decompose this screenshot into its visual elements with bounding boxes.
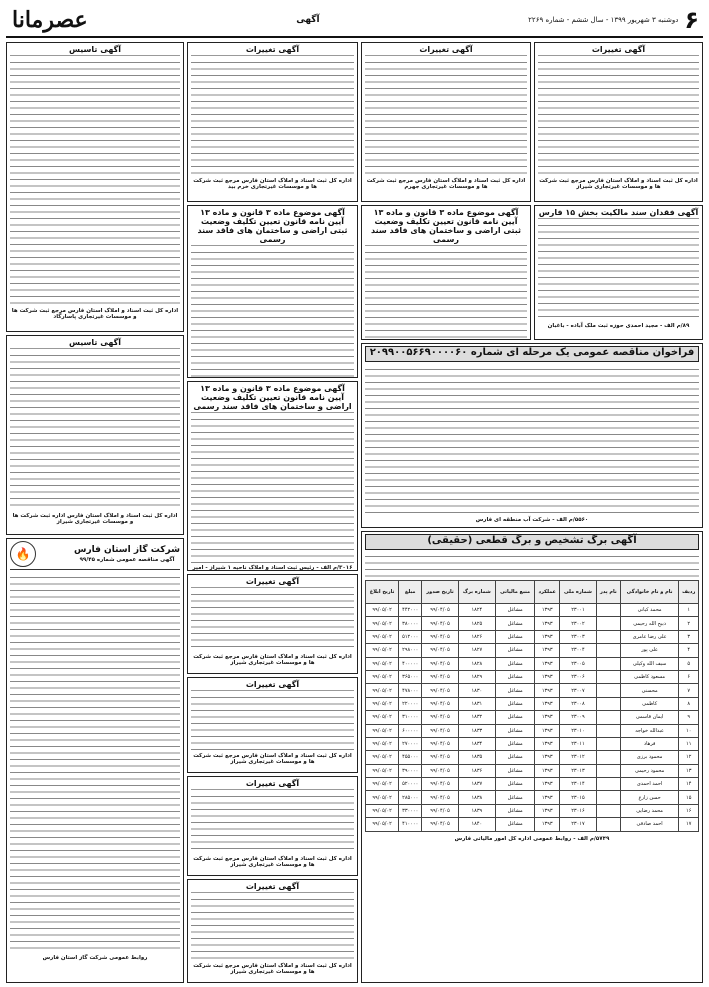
table-cell: محمد رضایی xyxy=(620,804,679,817)
ad-title: آگهی تغییرات xyxy=(191,882,354,893)
table-cell: ۱۱ xyxy=(679,737,699,750)
table-cell: مشاغل xyxy=(495,751,535,764)
table-row xyxy=(366,644,699,657)
table-cell: ۹۹/۰۵/۰۲ xyxy=(366,630,399,643)
newspaper-logo: عصرمانا xyxy=(12,7,88,33)
table-cell: ۹۹/۰۴/۰۵ xyxy=(422,617,459,630)
table-row xyxy=(366,791,699,804)
ad-title: آگهی تغییرات xyxy=(538,45,699,56)
table-cell: ۴۱۰۰۰۰ xyxy=(399,818,422,831)
table-cell xyxy=(597,697,621,710)
ad-body xyxy=(365,365,699,515)
table-cell: مشاغل xyxy=(495,657,535,670)
table-cell: ۱۳۹۳ xyxy=(535,670,559,683)
table-cell: ۵۲۰۰۰۰ xyxy=(399,778,422,791)
table-cell xyxy=(597,818,621,831)
ad-footer: اداره کل ثبت اسناد و املاک استان فارس مرجع ثبت شرکت ها و موسسات غیرتجاری شیراز xyxy=(193,753,352,765)
tax-banner xyxy=(365,534,699,550)
table-cell: ۱۸۳۰ xyxy=(458,684,495,697)
column-header: مبلغ xyxy=(399,581,422,604)
column-header: نام و نام خانوادگی xyxy=(620,581,679,604)
ad-footer: ۵۵۶۰/م الف - شرکت آب منطقه ای فارس xyxy=(475,517,589,523)
table-cell: ۲۹۸۰۰۰ xyxy=(399,644,422,657)
table-cell xyxy=(597,804,621,817)
ad-footer: ۸۹/م الف - مجید احمدی حوزه ثبت ملک آباده - باغبان xyxy=(547,323,690,329)
tax-table-header xyxy=(366,581,699,604)
column-header: عملکرد xyxy=(535,581,559,604)
ad-footer: اداره کل ثبت اسناد و املاک استان فارس اداره ثبت شرکت ها و موسسات غیرتجاری شیراز xyxy=(12,513,178,525)
table-row xyxy=(366,604,699,617)
table-cell: ۲۳۰۰۳ xyxy=(559,630,596,643)
ad-title: آگهی تغییرات xyxy=(191,45,354,56)
tender-banner xyxy=(365,346,699,362)
table-cell: ۹۹/۰۵/۰۲ xyxy=(366,604,399,617)
page-info xyxy=(528,6,703,34)
table-cell: ۱۳۹۳ xyxy=(535,804,559,817)
ad-body xyxy=(538,221,699,321)
table-cell: ۱۸۳۳ xyxy=(458,724,495,737)
table-cell: ۱۳۹۳ xyxy=(535,791,559,804)
ad-footer: ۵۷۴۹/م الف - روابط عمومی اداره کل امور مالیاتی فارس xyxy=(454,835,610,842)
table-cell: ۳۳۰۰۰۰ xyxy=(399,804,422,817)
table-cell: ۱۸۳۴ xyxy=(458,737,495,750)
table-cell: ۱۸۳۶ xyxy=(458,764,495,777)
newspaper-page xyxy=(6,4,703,983)
table-row xyxy=(366,804,699,817)
ad-footer: اداره کل ثبت اسناد و املاک استان فارس مرجع ثبت شرکت ها و موسسات غیرتجاری خرم بید xyxy=(193,178,352,190)
table-cell: احمد احمدی xyxy=(620,778,679,791)
table-cell: ۱۸۳۵ xyxy=(458,751,495,764)
table-cell: ۲۳۰۱۴ xyxy=(559,778,596,791)
table-cell: ۲۳۰۰۷ xyxy=(559,684,596,697)
table-cell: ۹۹/۰۵/۰۲ xyxy=(366,791,399,804)
ad-tax-assessment xyxy=(361,531,703,983)
table-cell: مشاغل xyxy=(495,764,535,777)
table-cell: ۲۳۰۰۹ xyxy=(559,711,596,724)
table-cell: مشاغل xyxy=(495,644,535,657)
ad-footer: اداره کل ثبت اسناد و املاک استان فارس مرجع ثبت شرکت ها و موسسات غیرتجاری شیراز xyxy=(193,654,352,666)
table-cell: ۱۳۹۳ xyxy=(535,644,559,657)
table-cell: ۲۳۰۱۳ xyxy=(559,764,596,777)
gas-tender-subtitle: آگهی مناقصه عمومی شماره ۹۹/۴۵ xyxy=(79,557,175,563)
ad-body xyxy=(538,58,699,176)
table-row xyxy=(366,778,699,791)
ad-body xyxy=(191,792,354,854)
table-cell: ۶ xyxy=(679,670,699,683)
ad-changes-2 xyxy=(361,42,531,202)
table-row xyxy=(366,751,699,764)
ad-footer: ۳۰۱۶/م الف - رئیس ثبت اسناد و املاک ناحیه ۱ شیراز - امیر xyxy=(192,565,353,571)
table-cell: ۱۳۹۳ xyxy=(535,604,559,617)
table-cell: محمد کیانی xyxy=(620,604,679,617)
table-cell: ۴۰۰۰۰۰ xyxy=(399,657,422,670)
table-cell: ۹۹/۰۴/۰۵ xyxy=(422,764,459,777)
ad-changes-6 xyxy=(187,776,358,876)
ad-title: آگهی فقدان سند مالکیت بخش ۱۵ فارس xyxy=(538,208,699,217)
table-cell xyxy=(597,724,621,737)
table-cell: ۷ xyxy=(679,684,699,697)
table-cell: ۲۳۰۰۶ xyxy=(559,670,596,683)
table-row xyxy=(366,670,699,683)
table-cell: ۱۸۳۸ xyxy=(458,791,495,804)
table-cell: ۱۸۲۵ xyxy=(458,617,495,630)
table-cell: ۲۳۰۱۵ xyxy=(559,791,596,804)
ad-changes-3 xyxy=(187,42,358,202)
table-cell: ۲۲۰۰۰۰ xyxy=(399,697,422,710)
ad-title: آگهی تغییرات xyxy=(365,45,527,56)
page-number: ۶ xyxy=(684,6,699,34)
table-cell: علی پور xyxy=(620,644,679,657)
table-cell xyxy=(597,751,621,764)
table-cell: ۹۹/۰۵/۰۲ xyxy=(366,617,399,630)
ad-body xyxy=(365,248,527,340)
table-cell: ۳۱۰۰۰۰ xyxy=(399,711,422,724)
table-cell: ۲۳۰۰۵ xyxy=(559,657,596,670)
flame-icon: 🔥 xyxy=(10,541,36,567)
table-cell: ۴ xyxy=(679,644,699,657)
table-cell: مشاغل xyxy=(495,778,535,791)
table-cell: ۹۹/۰۵/۰۲ xyxy=(366,751,399,764)
table-cell: علی رضا عامری xyxy=(620,630,679,643)
table-cell xyxy=(597,737,621,750)
ad-body xyxy=(10,58,180,306)
ad-intro xyxy=(365,552,699,578)
table-cell: ۹۹/۰۵/۰۲ xyxy=(366,764,399,777)
table-row xyxy=(366,724,699,737)
ad-founding-2 xyxy=(6,335,184,535)
ad-title: آگهی موضوع ماده ۳ قانون و ماده ۱۳ آیین نامه قانون تعیین تکلیف وضعیت ثبتی اراضی و ساختمان های فاقد سند رسمی xyxy=(191,208,354,246)
table-cell: محمود رحیمی xyxy=(620,764,679,777)
section-title: آگهی xyxy=(296,15,320,25)
table-cell xyxy=(597,684,621,697)
table-cell: ۹۹/۰۴/۰۵ xyxy=(422,604,459,617)
table-cell: ۲۳۰۱۷ xyxy=(559,818,596,831)
table-cell: ۲ xyxy=(679,617,699,630)
column-header: تاریخ صدور xyxy=(422,581,459,604)
table-cell: ۱۳۹۳ xyxy=(535,630,559,643)
ad-footer: اداره کل ثبت اسناد و املاک استان فارس مرجع ثبت شرکت ها و موسسات غیرتجاری شیراز xyxy=(193,963,352,975)
ad-changes-7 xyxy=(187,879,358,983)
table-cell: ۲۳۰۰۱ xyxy=(559,604,596,617)
table-cell: ۲۳۰۱۶ xyxy=(559,804,596,817)
table-cell: محمود برزی xyxy=(620,751,679,764)
table-cell: ۹۹/۰۵/۰۲ xyxy=(366,778,399,791)
table-cell xyxy=(597,657,621,670)
table-cell: ۳۹۰۰۰۰ xyxy=(399,764,422,777)
table-cell: ۱۶ xyxy=(679,804,699,817)
gas-header xyxy=(10,541,180,570)
ad-body xyxy=(191,58,354,176)
ad-founding-1 xyxy=(6,42,184,332)
column-header: شماره ملی xyxy=(559,581,596,604)
table-cell: ۳ xyxy=(679,630,699,643)
table-cell xyxy=(597,617,621,630)
ad-changes-4 xyxy=(187,574,358,674)
table-cell xyxy=(597,604,621,617)
table-cell: ۹۹/۰۵/۰۲ xyxy=(366,670,399,683)
table-cell: ۹۹/۰۴/۰۵ xyxy=(422,657,459,670)
table-cell xyxy=(597,791,621,804)
table-cell: ۹۹/۰۴/۰۵ xyxy=(422,670,459,683)
table-cell: ۹۹/۰۴/۰۵ xyxy=(422,818,459,831)
column-header: ردیف xyxy=(679,581,699,604)
ad-title: آگهی تغییرات xyxy=(191,680,354,691)
table-cell: ۹۹/۰۴/۰۵ xyxy=(422,684,459,697)
table-row xyxy=(366,617,699,630)
table-cell: ۱۳۹۳ xyxy=(535,724,559,737)
table-cell: کاظمی xyxy=(620,697,679,710)
table-cell: مشاغل xyxy=(495,697,535,710)
table-cell: ۱۰ xyxy=(679,724,699,737)
table-cell: ۲۳۰۰۸ xyxy=(559,697,596,710)
table-cell: ۵ xyxy=(679,657,699,670)
table-cell: ۹ xyxy=(679,711,699,724)
table-cell: مشاغل xyxy=(495,804,535,817)
ad-title: آگهی تغییرات xyxy=(191,779,354,790)
table-cell: ۹۹/۰۴/۰۵ xyxy=(422,697,459,710)
table-cell: ۹۹/۰۴/۰۵ xyxy=(422,630,459,643)
table-cell: ۲۷۰۰۰۰ xyxy=(399,737,422,750)
ad-title: آگهی برگ تشخیص و برگ قطعی (حقیقی) xyxy=(427,535,637,546)
table-cell: ۹۹/۰۵/۰۲ xyxy=(366,737,399,750)
table-cell: ۲۳۰۱۱ xyxy=(559,737,596,750)
ad-body xyxy=(191,590,354,652)
ad-land-title-3 xyxy=(187,381,358,571)
table-cell: ۳۶۵۰۰۰ xyxy=(399,670,422,683)
ad-body xyxy=(191,248,354,378)
table-cell: ۲۸۵۰۰۰ xyxy=(399,791,422,804)
table-cell: ۹۹/۰۵/۰۲ xyxy=(366,818,399,831)
table-cell: ۹۹/۰۴/۰۵ xyxy=(422,804,459,817)
date-line: دوشنبه ۳ شهریور ۱۳۹۹ - سال ششم - شماره ۲۲۶۹ xyxy=(528,16,679,24)
table-cell: مشاغل xyxy=(495,724,535,737)
table-cell: ۱۳۹۳ xyxy=(535,764,559,777)
ad-body xyxy=(191,693,354,751)
table-cell: ۸ xyxy=(679,697,699,710)
ad-footer: اداره کل ثبت اسناد و املاک استان فارس مرجع ثبت شرکت ها و موسسات غیرتجاری شیراز xyxy=(193,856,352,868)
table-cell: ۱۸۳۲ xyxy=(458,711,495,724)
table-cell: ۱ xyxy=(679,604,699,617)
table-cell: فرهاد xyxy=(620,737,679,750)
ad-land-title-2 xyxy=(187,205,358,378)
table-cell: ۲۳۰۱۰ xyxy=(559,724,596,737)
ad-footer: اداره کل ثبت اسناد و املاک استان فارس مرجع ثبت شرکت ها و موسسات غیرتجاری شیراز xyxy=(539,178,698,190)
tax-table-body xyxy=(366,604,699,832)
table-cell: ۱۳۹۳ xyxy=(535,778,559,791)
table-cell: ۹۹/۰۵/۰۲ xyxy=(366,804,399,817)
table-cell: مسعود کاظمی xyxy=(620,670,679,683)
table-cell: ۱۸۳۹ xyxy=(458,804,495,817)
table-cell: مشاغل xyxy=(495,791,535,804)
table-cell xyxy=(597,764,621,777)
table-cell: ۲۳۰۰۲ xyxy=(559,617,596,630)
ad-body xyxy=(191,415,354,563)
table-cell: ۶۰۰۰۰۰ xyxy=(399,724,422,737)
table-cell: مشاغل xyxy=(495,711,535,724)
table-row xyxy=(366,764,699,777)
table-row xyxy=(366,684,699,697)
table-row xyxy=(366,697,699,710)
ad-title: آگهی موضوع ماده ۳ قانون و ماده ۱۳ آیین نامه قانون تعیین تکلیف وضعیت ثبتی اراضی و ساختمان های فاقد سند رسمی xyxy=(365,208,527,246)
table-cell: ۹۹/۰۴/۰۵ xyxy=(422,644,459,657)
table-cell xyxy=(597,778,621,791)
ad-changes-1 xyxy=(534,42,703,202)
ad-body xyxy=(365,58,527,176)
table-cell: ۱۸۲۸ xyxy=(458,657,495,670)
column-header: شماره برگ xyxy=(458,581,495,604)
table-cell xyxy=(597,670,621,683)
table-cell: مشاغل xyxy=(495,630,535,643)
table-cell: ذبیح الله رحیمی xyxy=(620,617,679,630)
table-cell: حسن زارع xyxy=(620,791,679,804)
table-cell xyxy=(597,711,621,724)
ad-gas-tender xyxy=(6,538,184,983)
table-cell: ۵۱۲۰۰۰ xyxy=(399,630,422,643)
gas-company-title: شرکت گاز استان فارس xyxy=(74,545,180,555)
table-cell: ۹۹/۰۴/۰۵ xyxy=(422,724,459,737)
table-cell: ۱۳۹۳ xyxy=(535,684,559,697)
ad-footer: اداره کل ثبت اسناد و املاک استان فارس مرجع ثبت شرکت ها و موسسات غیرتجاری پاسارگاد xyxy=(11,308,179,320)
table-cell: ۹۹/۰۵/۰۲ xyxy=(366,697,399,710)
table-cell: ۹۹/۰۵/۰۲ xyxy=(366,724,399,737)
table-row xyxy=(366,737,699,750)
table-cell: ۱۳۹۳ xyxy=(535,711,559,724)
table-cell: سیف الله وکیلی xyxy=(620,657,679,670)
table-cell: ۱۳۹۳ xyxy=(535,751,559,764)
table-cell: ۹۹/۰۵/۰۲ xyxy=(366,644,399,657)
table-cell: ۹۹/۰۴/۰۵ xyxy=(422,737,459,750)
column-header: تاریخ ابلاغ xyxy=(366,581,399,604)
table-cell: ۲۳۰۰۴ xyxy=(559,644,596,657)
table-cell: ۳۸۰۰۰۰ xyxy=(399,617,422,630)
table-cell: ۱۸۲۹ xyxy=(458,670,495,683)
table-cell: محسنی xyxy=(620,684,679,697)
table-row xyxy=(366,630,699,643)
table-cell: ۱۳۹۳ xyxy=(535,617,559,630)
table-cell xyxy=(597,644,621,657)
table-cell: ۱۳۹۳ xyxy=(535,657,559,670)
table-cell xyxy=(597,630,621,643)
ad-footer: روابط عمومی شرکت گاز استان فارس xyxy=(42,955,148,961)
table-cell: ۱۸۳۷ xyxy=(458,778,495,791)
table-cell: ۹۹/۰۵/۰۲ xyxy=(366,657,399,670)
column-header: منبع مالیاتی xyxy=(495,581,535,604)
table-cell: ۹۹/۰۴/۰۵ xyxy=(422,791,459,804)
table-cell: ۱۳۹۳ xyxy=(535,697,559,710)
table-cell: ۱۸۲۷ xyxy=(458,644,495,657)
table-cell: مشاغل xyxy=(495,684,535,697)
table-cell: ۱۸۴۰ xyxy=(458,818,495,831)
table-cell: ۱۸۳۱ xyxy=(458,697,495,710)
table-cell: مشاغل xyxy=(495,737,535,750)
table-cell: ۹۹/۰۵/۰۲ xyxy=(366,711,399,724)
table-cell: احمد صادقی xyxy=(620,818,679,831)
table-cell: ۹۹/۰۴/۰۵ xyxy=(422,778,459,791)
ad-body xyxy=(10,351,180,511)
table-cell: ۹۹/۰۴/۰۵ xyxy=(422,751,459,764)
ad-title: آگهی تاسیس xyxy=(10,338,180,349)
table-cell: ایمان قاسمی xyxy=(620,711,679,724)
masthead xyxy=(6,4,703,38)
ad-title: آگهی تغییرات xyxy=(191,577,354,588)
column-header: نام پدر xyxy=(597,581,621,604)
table-cell: ۱۷ xyxy=(679,818,699,831)
table-cell: ۱۳ xyxy=(679,764,699,777)
ad-body xyxy=(191,895,354,961)
ad-footer: اداره کل ثبت اسناد و املاک استان فارس مرجع ثبت شرکت ها و موسسات غیرتجاری جهرم xyxy=(366,178,526,190)
table-cell: ۱۵ xyxy=(679,791,699,804)
table-cell: ۱۴ xyxy=(679,778,699,791)
table-cell: ۱۳۹۳ xyxy=(535,737,559,750)
table-row xyxy=(366,711,699,724)
table-cell: ۹۹/۰۴/۰۵ xyxy=(422,711,459,724)
ad-title: آگهی موضوع ماده ۳ قانون و ماده ۱۳ آیین نامه قانون تعیین تکلیف وضعیت اراضی و ساختمان های فاقد سند رسمی xyxy=(191,384,354,413)
ad-land-title-1 xyxy=(361,205,531,340)
table-cell: مشاغل xyxy=(495,818,535,831)
ad-lost-deed xyxy=(534,205,703,340)
table-cell: ۲۳۰۱۲ xyxy=(559,751,596,764)
table-cell: ۱۸۲۴ xyxy=(458,604,495,617)
table-row xyxy=(366,818,699,831)
table-cell: مشاغل xyxy=(495,670,535,683)
table-cell: ۱۸۲۶ xyxy=(458,630,495,643)
table-cell: ۴۷۸۰۰۰ xyxy=(399,684,422,697)
table-row xyxy=(366,657,699,670)
table-cell: عبدالله خواجه xyxy=(620,724,679,737)
table-cell: ۹۹/۰۵/۰۲ xyxy=(366,684,399,697)
table-cell: ۴۵۵۰۰۰ xyxy=(399,751,422,764)
tax-table xyxy=(365,580,699,832)
ad-body xyxy=(10,573,180,953)
ad-tender xyxy=(361,343,703,528)
table-cell: ۴۴۲۰۰۰ xyxy=(399,604,422,617)
ad-title: آگهی تاسیس xyxy=(10,45,180,56)
ad-title: فراخوان مناقصه عمومی یک مرحله ای شماره ۲۰۹۹۰۰۵۶۶۹۰۰۰۰۶۰ xyxy=(369,347,695,358)
table-cell: مشاغل xyxy=(495,604,535,617)
ad-changes-5 xyxy=(187,677,358,773)
table-cell: مشاغل xyxy=(495,617,535,630)
table-cell: ۱۳۹۳ xyxy=(535,818,559,831)
table-cell: ۱۲ xyxy=(679,751,699,764)
